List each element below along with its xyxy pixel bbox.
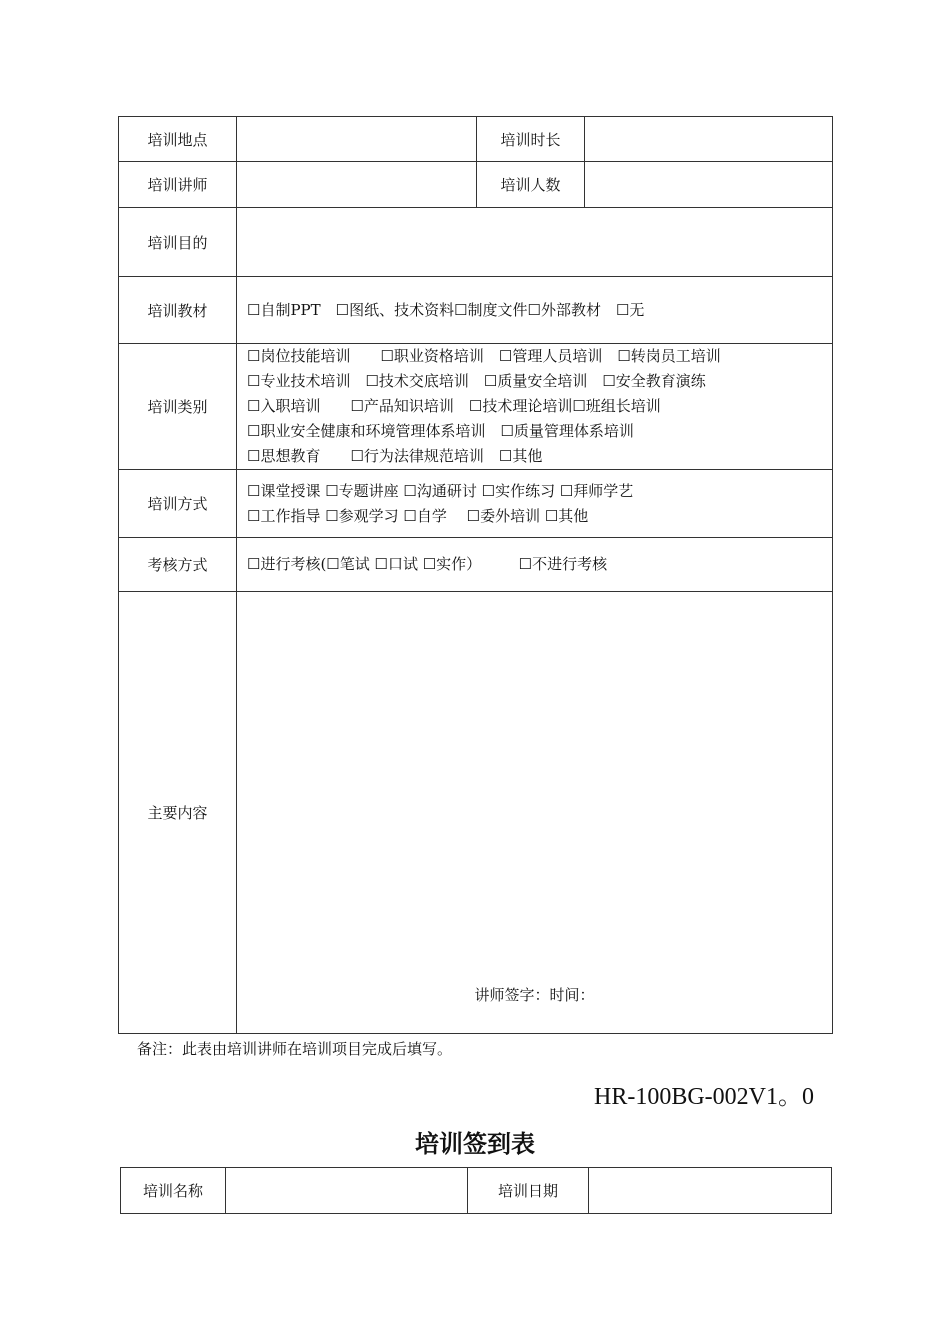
materials-label: 培训教材: [119, 277, 237, 344]
remark-note: 备注：此表由培训讲师在培训项目完成后填写。: [137, 1040, 453, 1058]
assessment-options[interactable]: [237, 538, 833, 592]
category-options[interactable]: [237, 344, 833, 470]
signin-title: 培训签到表: [415, 1129, 535, 1158]
signin-table: [120, 1167, 832, 1214]
headcount-field[interactable]: [585, 162, 833, 208]
duration-field[interactable]: [585, 117, 833, 162]
category-option-line[interactable]: ☐岗位技能培训 ☐职业资格培训 ☐管理人员培训 ☐转岗员工培训: [247, 347, 721, 365]
training-name-label: 培训名称: [121, 1168, 226, 1214]
training-name-field[interactable]: [226, 1168, 468, 1214]
materials-option-line[interactable]: ☐自制PPT ☐图纸、技术资料☐制度文件☐外部教材 ☐无: [247, 300, 645, 319]
trainer-signature-line: 讲师签字：时间：: [474, 986, 595, 1004]
category-option-line[interactable]: ☐思想教育 ☐行为法律规范培训 ☐其他: [247, 447, 543, 465]
content-field[interactable]: [237, 592, 833, 1034]
method-options[interactable]: [237, 470, 833, 538]
assessment-option-line[interactable]: ☐进行考核(☐笔试 ☐口试 ☐实作） ☐不进行考核: [247, 555, 608, 573]
category-option-line[interactable]: ☐专业技术培训 ☐技术交底培训 ☐质量安全培训 ☐安全教育演练: [247, 372, 706, 390]
category-option-line[interactable]: ☐职业安全健康和环境管理体系培训 ☐质量管理体系培训: [247, 422, 634, 440]
content-label: 主要内容: [119, 592, 237, 1034]
location-label: 培训地点: [119, 117, 237, 162]
purpose-label: 培训目的: [119, 208, 237, 277]
method-option-line[interactable]: ☐工作指导 ☐参观学习 ☐自学 ☐委外培训 ☐其他: [247, 506, 589, 525]
trainer-field[interactable]: [237, 162, 477, 208]
headcount-label: 培训人数: [477, 162, 585, 208]
training-feedback-table: [118, 116, 833, 1034]
document-code: HR-100BG-002V1。0: [594, 1084, 814, 1110]
duration-label: 培训时长: [477, 117, 585, 162]
training-date-field[interactable]: [589, 1168, 832, 1214]
method-option-line[interactable]: ☐课堂授课 ☐专题讲座 ☐沟通研讨 ☐实作练习 ☐拜师学艺: [247, 481, 634, 500]
assessment-label: 考核方式: [119, 538, 237, 592]
method-label: 培训方式: [119, 470, 237, 538]
category-label: 培训类别: [119, 344, 237, 470]
location-field[interactable]: [237, 117, 477, 162]
trainer-label: 培训讲师: [119, 162, 237, 208]
purpose-field[interactable]: [237, 208, 833, 277]
training-date-label: 培训日期: [468, 1168, 589, 1214]
category-option-line[interactable]: ☐入职培训 ☐产品知识培训 ☐技术理论培训☐班组长培训: [247, 397, 661, 415]
materials-options[interactable]: [237, 277, 833, 344]
